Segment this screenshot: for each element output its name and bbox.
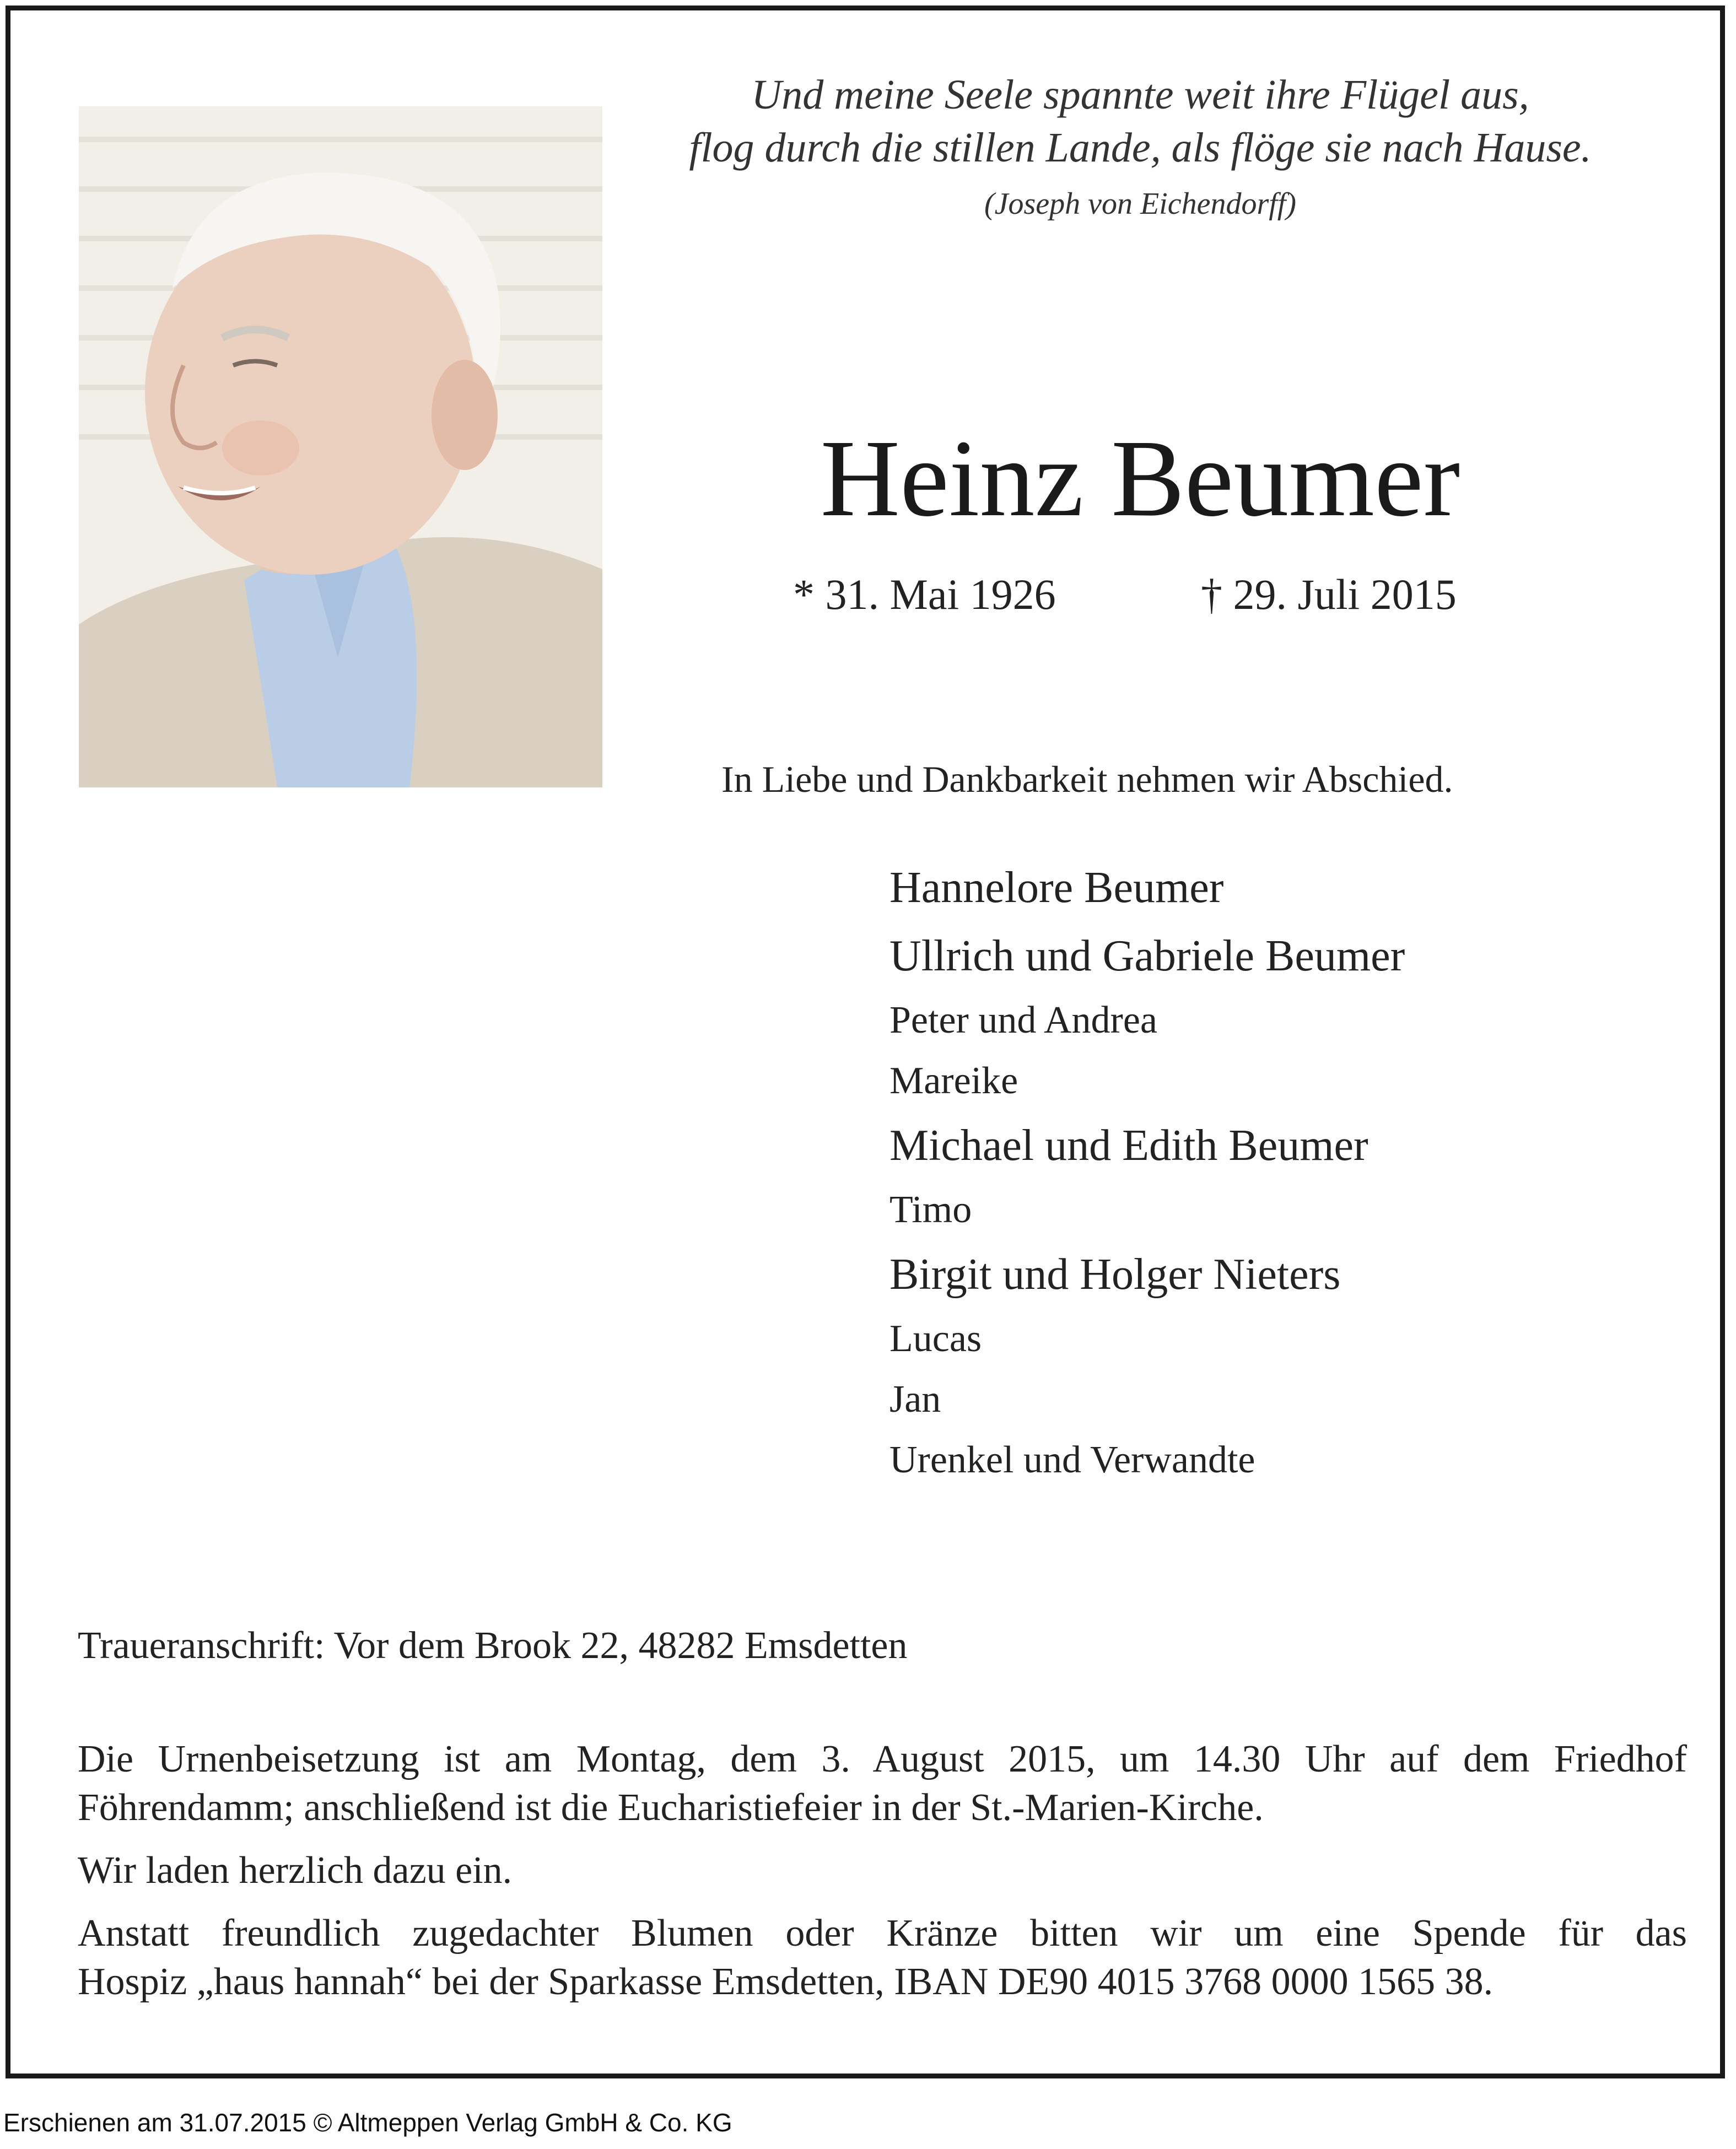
quote-line-2: flog durch die stillen Lande, als flöge sie nach Hause. — [689, 125, 1592, 171]
mourner-item: Ullrich und Gabriele Beumer — [889, 932, 1405, 980]
mourner-item: Peter und Andrea — [889, 999, 1157, 1041]
burial-line-1: Die Urnenbeisetzung ist am Montag, dem 3. August 2015, um 14.30 Uhr auf dem Friedhof — [78, 1738, 1687, 1780]
quote-attribution: (Joseph von Eichendorff) — [984, 187, 1297, 221]
mourner-item: Michael und Edith Beumer — [889, 1121, 1368, 1170]
mourner-item: Lucas — [889, 1318, 982, 1360]
burial-line-2: Föhrendamm; anschließend ist die Eucharistiefeier in der St.-Marien-Kirche. — [78, 1786, 1264, 1829]
donation-line-1: Anstatt freundlich zugedachter Blumen oder Kränze bitten wir um eine Spende für das — [78, 1912, 1687, 1954]
deceased-name: Heinz Beumer — [820, 418, 1460, 539]
death-date: † 29. Juli 2015 — [1201, 570, 1457, 618]
mourner-item: Jan — [889, 1378, 941, 1421]
mourners-list — [889, 854, 1405, 1491]
mourning-address: Traueranschrift: Vor dem Brook 22, 48282 Emsdetten — [78, 1624, 908, 1667]
mourner-item: Birgit und Holger Nieters — [889, 1250, 1341, 1299]
mourner-item: Mareike — [889, 1060, 1018, 1102]
mourner-item: Urenkel und Verwandte — [889, 1439, 1255, 1481]
quote-block — [661, 68, 1620, 226]
portrait-image — [79, 106, 602, 787]
donation-line-2: Hospiz „haus hannah“ bei der Sparkasse Emsdetten, IBAN DE90 4015 3768 0000 1565 38. — [78, 1961, 1494, 2003]
birth-date: * 31. Mai 1926 — [793, 570, 1056, 618]
invitation-text: Wir laden herzlich dazu ein. — [78, 1849, 513, 1892]
quote-line-1: Und meine Seele spannte weit ihre Flügel aus, — [751, 72, 1529, 118]
mourner-item: Timo — [889, 1189, 972, 1231]
portrait-photo — [79, 106, 602, 787]
farewell-text: In Liebe und Dankbarkeit nehmen wir Abschied. — [721, 758, 1453, 800]
mourner-item: Hannelore Beumer — [889, 863, 1224, 912]
service-details — [78, 1735, 1687, 2021]
publication-footer: Erschienen am 31.07.2015 © Altmeppen Verlag GmbH & Co. KG — [3, 2108, 732, 2137]
obituary-frame — [6, 6, 1725, 2078]
